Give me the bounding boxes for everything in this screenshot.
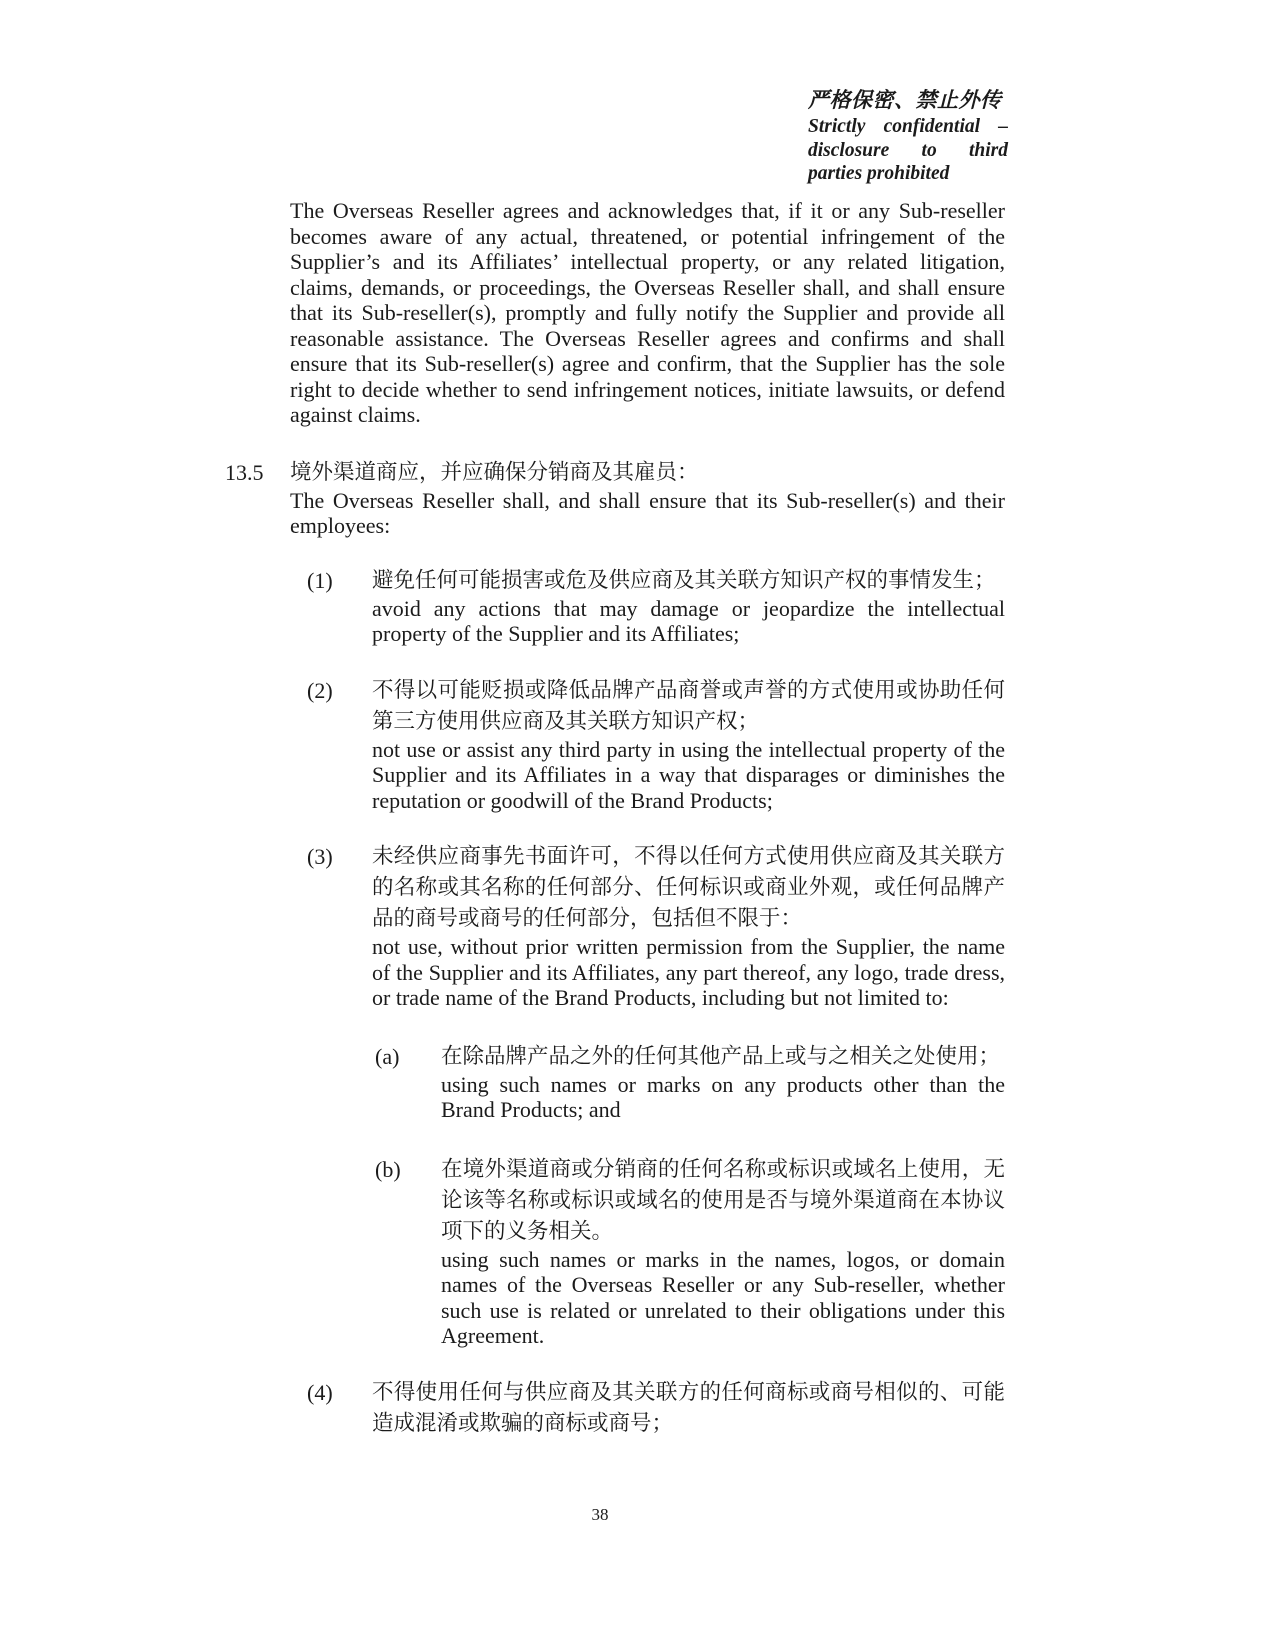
subitem-b-body [441,1154,1005,1349]
list-item-2-zh: 不得以可能贬损或降低品牌产品商誉或声誉的方式使用或协助任何第三方使用供应商及其关联方知识产权； [372,677,1005,733]
list-item-4 [307,1377,1005,1439]
list-item-2-body [372,675,1005,814]
list-item-3-en: not use, without prior written permission from the Supplier, the name of the Supplier and its Affiliates, any part thereof, any logo, trade dress, or trade name of the Brand Products, including but not limited to: [372,934,1005,1010]
list-item-3-body [372,841,1005,1349]
subitem-b [375,1154,1005,1349]
list-item-2-marker: (2) [307,677,333,703]
list-item-1-zh: 避免任何可能损害或危及供应商及其关联方知识产权的事情发生； [372,567,996,592]
subitem-a-marker: (a) [375,1043,400,1069]
subitem-a-zh: 在除品牌产品之外的任何其他产品上或与之相关之处使用； [441,1043,1001,1068]
list-item-2-en: not use or assist any third party in using the intellectual property of the Supplier and its Affiliates in a way that disparages or diminishes the reputation or goodwill of the Brand Products; [372,736,1005,813]
section-heading-en: The Overseas Reseller shall, and shall ensure that its Sub-reseller(s) and their employees: [290,487,1005,538]
document-body [225,198,1005,1439]
list-item-1-en: avoid any actions that may damage or jeopardize the intellectual property of the Supplier and its Affiliates; [372,595,1005,646]
section-body [290,457,1005,1439]
subitem-b-zh: 在境外渠道商或分销商的任何名称或标识或域名上使用，无论该等名称或标识或域名的使用是否与境外渠道商在本协议项下的义务相关。 [441,1156,1005,1243]
list-item-4-marker: (4) [307,1379,333,1405]
list-item-1 [307,565,1005,647]
list-item-3-marker: (3) [307,844,333,869]
intro-paragraph: The Overseas Reseller agrees and acknowledges that, if it or any Sub-reseller becomes aware of any actual, threatened, or potential infringement of the Supplier’s and its Affiliates’ intellectual property, or any related litigation, claims, demands, or proceedings, the Overseas Reseller shall, and shall ensure that its Sub-reseller(s), promptly and fully notify the Supplier and provide all reasonable assistance. The Overseas Reseller agrees and confirms and shall ensure that its Sub-reseller(s) agree and confirm, that the Supplier has the sole right to decide whether to send infringement notices, initiate lawsuits, or defend against claims. [290,198,1005,427]
list-item-1-body [372,565,1005,647]
section-number: 13.5 [225,459,264,485]
confidentiality-notice [808,85,1008,186]
list-item-1-marker: (1) [307,567,333,593]
section-heading-zh: 境外渠道商应，并应确保分销商及其雇员： [290,459,699,484]
confidentiality-notice-zh: 严格保密、禁止外传 [808,88,1002,112]
list-item-2 [307,675,1005,814]
list-item-4-body [372,1377,1005,1439]
subitem-b-marker: (b) [375,1156,401,1182]
list-item-3-subitems [372,1041,1005,1349]
page-number: 38 [591,1505,609,1524]
subitem-a [375,1041,1005,1123]
list-item-3-zh: 未经供应商事先书面许可，不得以任何方式使用供应商及其关联方的名称或其名称的任何部分、任何标识或商业外观，或任何品牌产品的商号或商号的任何部分，包括但不限于： [372,844,1005,930]
list-item-4-zh: 不得使用任何与供应商及其关联方的任何商标或商号相似的、可能造成混淆或欺骗的商标或商号； [372,1379,1005,1435]
subitem-a-en: using such names or marks on any products other than the Brand Products; and [441,1071,1005,1122]
subitem-a-body [441,1041,1005,1123]
confidentiality-notice-en: Strictly confidential – disclosure to third parties prohibited [808,116,1008,184]
list-item-3 [307,841,1005,1349]
section-13-5 [225,457,1005,1439]
subitem-b-en: using such names or marks in the names, logos, or domain names of the Overseas Reseller or any Sub-reseller, whether such use is related or unrelated to their obligations under this Agreement. [441,1246,1005,1348]
